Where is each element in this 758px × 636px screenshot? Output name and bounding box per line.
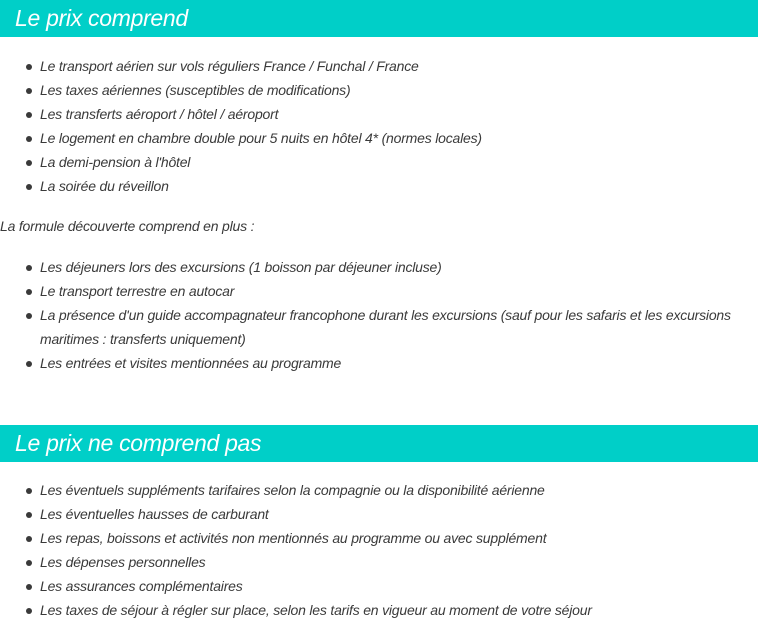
list-item: Les assurances complémentaires: [22, 574, 758, 598]
included-header: [0, 0, 758, 37]
list-item: Le transport aérien sur vols réguliers France / Funchal / France: [22, 54, 758, 78]
list-item: Les déjeuners lors des excursions (1 boisson par déjeuner incluse): [22, 255, 758, 279]
list-item: La soirée du réveillon: [22, 174, 758, 198]
included-title: Le prix comprend: [15, 5, 188, 31]
excluded-title: Le prix ne comprend pas: [15, 430, 262, 456]
formula-list: [0, 255, 758, 375]
list-item: Les éventuelles hausses de carburant: [22, 502, 758, 526]
list-item: Les éventuels suppléments tarifaires selon la compagnie ou la disponibilité aérienne: [22, 478, 758, 502]
list-item: Les taxes aériennes (susceptibles de modifications): [22, 78, 758, 102]
formula-intro: La formule découverte comprend en plus :: [0, 218, 255, 234]
list-item: Les dépenses personnelles: [22, 550, 758, 574]
list-item: Les transferts aéroport / hôtel / aéroport: [22, 102, 758, 126]
list-item: Les entrées et visites mentionnées au programme: [22, 351, 758, 375]
excluded-list: [0, 478, 758, 622]
excluded-header: [0, 425, 758, 462]
excluded-section: [0, 425, 758, 622]
list-item: Le logement en chambre double pour 5 nuits en hôtel 4* (normes locales): [22, 126, 758, 150]
list-item: Les repas, boissons et activités non mentionnés au programme ou avec supplément: [22, 526, 758, 550]
list-item: Les taxes de séjour à régler sur place, selon les tarifs en vigueur au moment de votre séjour: [22, 598, 758, 622]
list-item: Le transport terrestre en autocar: [22, 279, 758, 303]
list-item: La demi-pension à l'hôtel: [22, 150, 758, 174]
list-item: La présence d'un guide accompagnateur francophone durant les excursions (sauf pour les safaris et les excursions maritimes : transferts uniquement): [22, 303, 758, 351]
included-list: [0, 54, 758, 198]
